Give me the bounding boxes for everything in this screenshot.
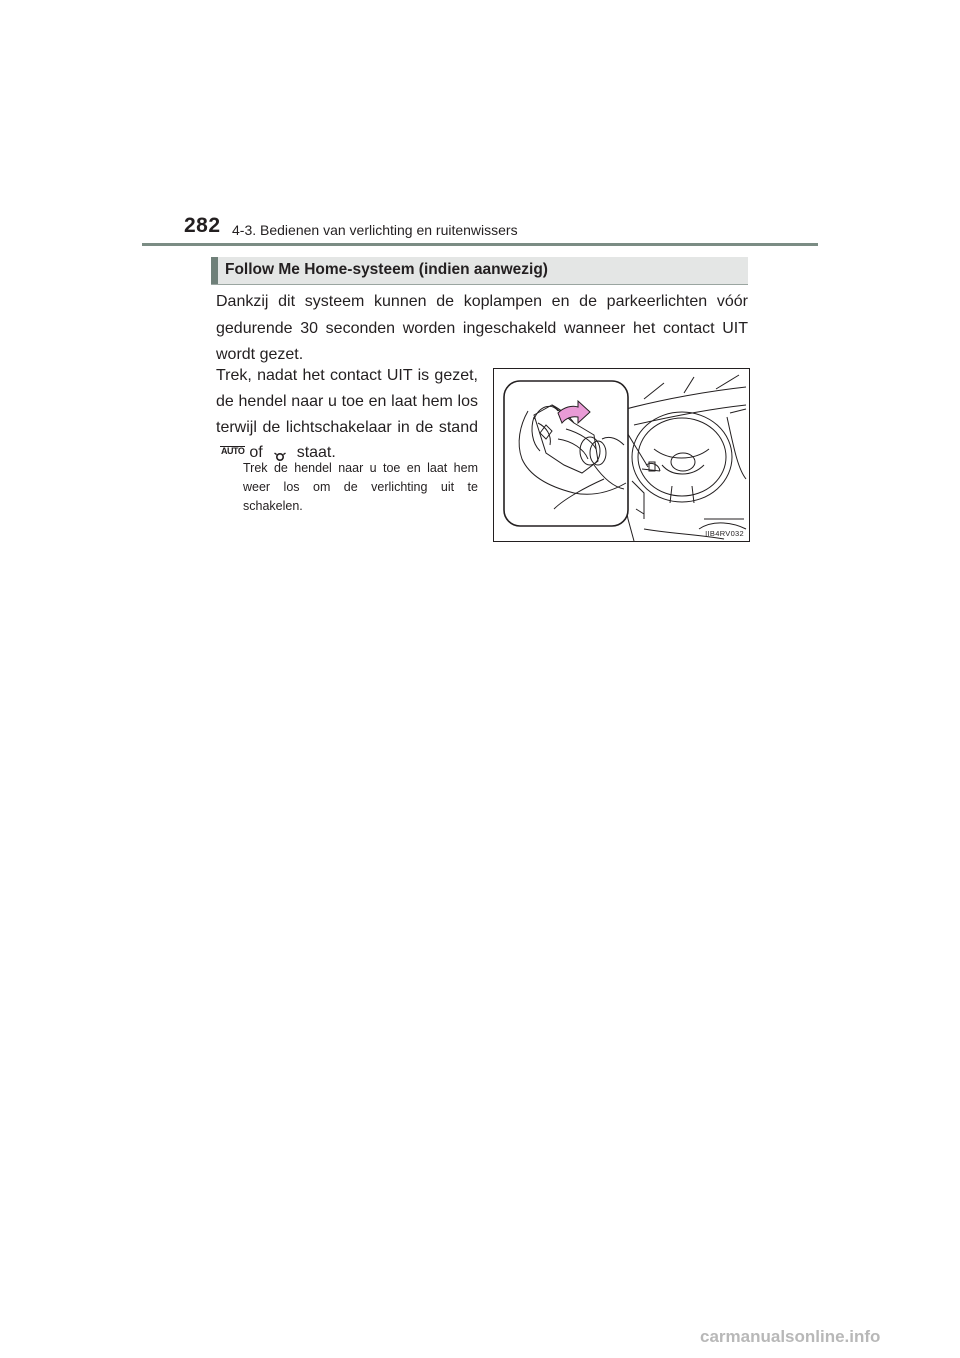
headlight-icon [271, 446, 289, 458]
lever-illustration [493, 368, 750, 542]
section-title: 4-3. Bedienen van verlichting en ruitenwissers [232, 222, 518, 238]
page-number: 282 [184, 214, 221, 237]
instruction-paragraph [216, 363, 478, 466]
topic-title: Follow Me Home-systeem (indien aanwezig) [225, 261, 548, 278]
instruction-text-3: staat. [296, 444, 336, 462]
figure-code: IIB4RV032 [705, 529, 744, 538]
topic-bar [211, 257, 748, 284]
watermark: carmanualsonline.info [700, 1327, 881, 1346]
instruction-text-2: of [249, 444, 263, 462]
note-paragraph: Trek de hendel naar u toe en laat hem weer los om de verlichting uit te schakelen. [243, 461, 478, 514]
header-rule [142, 243, 818, 246]
intro-paragraph: Dankzij dit systeem kunnen de koplampen en de parkeerlichten vóór gedurende 30 seconden worden ingeschakeld wanneer het contact UIT wordt gezet. [216, 293, 748, 363]
auto-light-icon: AUTO [221, 446, 245, 457]
instruction-text-1: Trek, nadat het contact UIT is gezet, de hendel naar u toe en laat hem los terwijl de lichtschakelaar in de stand [216, 367, 478, 436]
